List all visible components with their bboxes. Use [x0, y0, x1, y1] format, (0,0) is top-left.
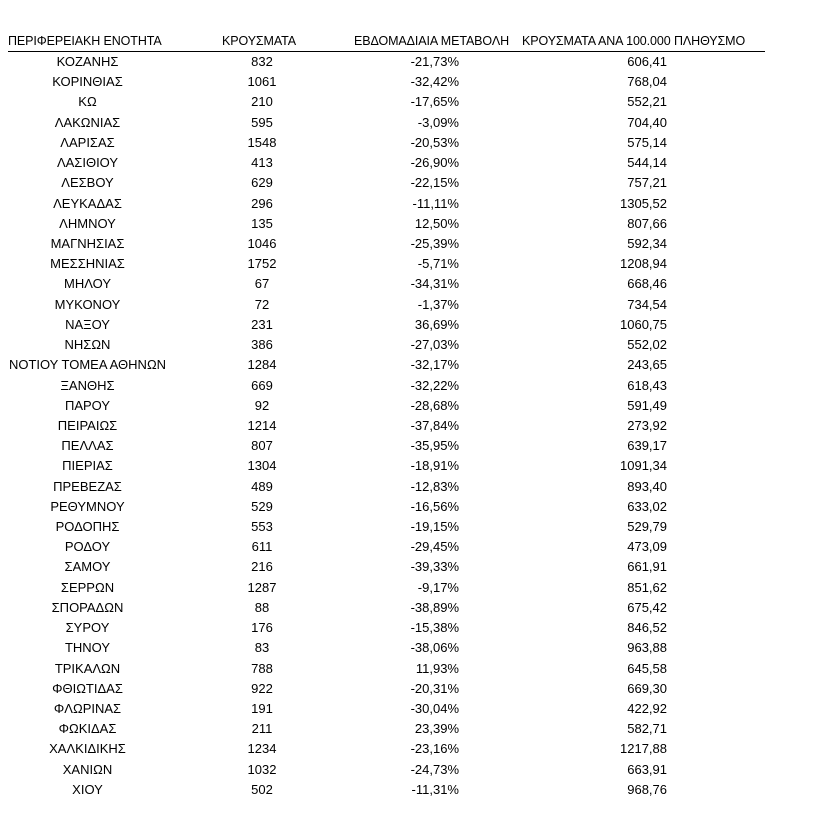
- cell-weekly-change: -27,03%: [410, 337, 459, 353]
- table-row: [0, 699, 825, 719]
- table-row: [0, 153, 825, 173]
- cell-region: ΧΑΝΙΩΝ: [62, 761, 113, 777]
- cell-region: ΝΗΣΩΝ: [64, 337, 111, 353]
- cell-cases-per-100k: 544,14: [627, 155, 667, 171]
- table-row: [0, 638, 825, 658]
- cell-region: ΛΑΣΙΘΙΟΥ: [56, 155, 119, 171]
- table-row: [0, 173, 825, 193]
- cell-weekly-change: -11,11%: [412, 195, 459, 211]
- cell-region: ΜΕΣΣΗΝΙΑΣ: [50, 256, 125, 272]
- cell-cases-per-100k: 645,58: [627, 660, 667, 676]
- cell-cases-per-100k: 273,92: [627, 417, 667, 433]
- cell-region: ΞΑΝΘΗΣ: [60, 377, 115, 393]
- cell-weekly-change: -20,31%: [410, 680, 459, 696]
- cell-cases-per-100k: 552,21: [627, 94, 667, 110]
- cell-region: ΦΛΩΡΙΝΑΣ: [53, 701, 122, 716]
- cell-cases-per-100k: 1305,52: [620, 195, 667, 211]
- cell-weekly-change: -9,17%: [417, 579, 459, 595]
- cell-weekly-change: 12,50%: [414, 215, 459, 231]
- table-row: [0, 355, 825, 375]
- cell-weekly-change: -23,16%: [410, 741, 459, 757]
- table-row: [0, 679, 825, 699]
- cell-weekly-change: -28,68%: [410, 397, 459, 413]
- cell-cases: 611: [251, 539, 273, 555]
- table-row: [0, 436, 825, 456]
- cell-cases-per-100k: 592,34: [627, 235, 667, 251]
- table-row: [0, 52, 825, 72]
- cell-weekly-change: -16,56%: [410, 498, 459, 514]
- cell-region: ΤΗΝΟΥ: [64, 640, 111, 656]
- cell-weekly-change: -34,31%: [410, 276, 459, 292]
- cell-cases-per-100k: 704,40: [627, 114, 667, 130]
- cell-weekly-change: -1,37%: [417, 296, 459, 312]
- table-row: [0, 376, 825, 396]
- cell-region: ΠΑΡΟΥ: [64, 397, 111, 413]
- table-row: [0, 194, 825, 214]
- cell-region: ΛΗΜΝΟΥ: [59, 215, 116, 231]
- cell-cases-per-100k: 639,17: [627, 438, 667, 454]
- cell-region: ΛΕΥΚΑΔΑΣ: [53, 195, 122, 211]
- cell-weekly-change: -11,31%: [411, 781, 459, 797]
- cell-cases-per-100k: 963,88: [627, 640, 667, 656]
- cell-region: ΚΟΡΙΝΘΙΑΣ: [52, 74, 123, 90]
- cell-region: ΛΑΚΩΝΙΑΣ: [54, 114, 121, 130]
- cell-cases: 1287: [247, 579, 277, 595]
- cell-cases: 489: [251, 478, 273, 494]
- table-row: [0, 295, 825, 315]
- table-row: [0, 760, 825, 780]
- cell-weekly-change: 23,39%: [414, 721, 459, 737]
- table-row: [0, 557, 825, 577]
- cell-cases: 1234: [247, 741, 277, 757]
- table-row: [0, 396, 825, 416]
- header-cases: ΚΡΟΥΣΜΑΤΑ: [222, 34, 297, 48]
- table-row: [0, 537, 825, 557]
- cell-weekly-change: -25,39%: [410, 235, 459, 251]
- table-row: [0, 234, 825, 254]
- cell-weekly-change: -5,71%: [417, 256, 459, 272]
- cell-region: ΠΕΙΡΑΙΩΣ: [57, 417, 118, 433]
- cell-cases: 922: [251, 680, 273, 696]
- table-row: [0, 416, 825, 436]
- cell-region: ΜΥΚΟΝΟΥ: [54, 296, 121, 312]
- cell-cases-per-100k: 734,54: [627, 296, 667, 312]
- cell-region: ΝΟΤΙΟΥ ΤΟΜΕΑ ΑΘΗΝΩΝ: [8, 357, 167, 373]
- cell-cases: 832: [251, 54, 273, 69]
- cell-cases-per-100k: 675,42: [627, 599, 667, 615]
- cell-region: ΦΘΙΩΤΙΔΑΣ: [52, 680, 123, 696]
- cell-cases: 629: [251, 175, 273, 191]
- cell-weekly-change: -3,09%: [417, 114, 459, 130]
- cell-region: ΛΕΣΒΟΥ: [61, 175, 114, 191]
- cell-cases-per-100k: 846,52: [627, 620, 667, 636]
- cell-region: ΤΡΙΚΑΛΩΝ: [54, 660, 121, 676]
- cell-cases-per-100k: 757,21: [627, 175, 667, 191]
- cell-region: ΣΕΡΡΩΝ: [60, 579, 115, 595]
- cell-cases-per-100k: 1091,34: [620, 458, 667, 474]
- cell-weekly-change: -32,22%: [410, 377, 459, 393]
- cell-region: ΠΡΕΒΕΖΑΣ: [53, 478, 122, 494]
- cell-cases: 788: [251, 660, 273, 676]
- table-row: [0, 477, 825, 497]
- table-row: [0, 113, 825, 133]
- cell-region: ΚΟΖΑΝΗΣ: [56, 54, 119, 69]
- cell-weekly-change: -37,84%: [410, 417, 459, 433]
- cell-cases-per-100k: 1060,75: [620, 316, 667, 332]
- table-row: [0, 618, 825, 638]
- cell-cases: 553: [251, 519, 273, 535]
- cell-region: ΝΑΞΟΥ: [65, 316, 110, 332]
- table-row: [0, 335, 825, 355]
- cell-region: ΦΩΚΙΔΑΣ: [58, 721, 117, 737]
- cell-region: ΡΟΔΟΠΗΣ: [55, 519, 120, 535]
- table-row: [0, 739, 825, 759]
- cell-cases-per-100k: 473,09: [627, 539, 667, 555]
- cell-cases: 386: [251, 337, 273, 353]
- cell-cases: 413: [251, 155, 273, 171]
- cell-weekly-change: -17,65%: [410, 94, 459, 110]
- table-row: [0, 719, 825, 739]
- cell-cases: 211: [251, 721, 273, 737]
- header-weekly-change: ΕΒΔΟΜΑΔΙΑΙΑ ΜΕΤΑΒΟΛΗ: [354, 34, 509, 48]
- cell-cases: 67: [254, 276, 270, 292]
- cell-cases-per-100k: 243,65: [627, 357, 667, 373]
- cell-weekly-change: -29,45%: [410, 539, 459, 555]
- cell-cases: 1061: [247, 74, 277, 90]
- cell-cases-per-100k: 582,71: [627, 721, 667, 737]
- cell-weekly-change: -22,15%: [410, 175, 459, 191]
- cell-cases: 1548: [247, 134, 277, 150]
- cell-region: ΛΑΡΙΣΑΣ: [60, 134, 115, 150]
- header-region: ΠΕΡΙΦΕΡΕΙΑΚΗ ΕΝΟΤΗΤΑ: [8, 34, 162, 48]
- table-row: [0, 133, 825, 153]
- cell-weekly-change: -32,42%: [410, 74, 459, 90]
- cell-cases: 1046: [247, 235, 277, 251]
- cell-cases: 83: [254, 640, 270, 656]
- cell-region: ΣΠΟΡΑΔΩΝ: [51, 599, 124, 615]
- cell-weekly-change: -30,04%: [410, 701, 459, 716]
- cell-cases-per-100k: 661,91: [627, 559, 667, 575]
- table-row: [0, 274, 825, 294]
- table-row: [0, 72, 825, 92]
- cell-cases-per-100k: 893,40: [627, 478, 667, 494]
- cell-cases: 92: [254, 397, 270, 413]
- cell-cases-per-100k: 529,79: [627, 519, 667, 535]
- cell-cases: 595: [251, 114, 273, 130]
- table-row: [0, 659, 825, 679]
- cell-cases-per-100k: 807,66: [627, 215, 667, 231]
- cell-region: ΡΕΘΥΜΝΟΥ: [50, 498, 125, 514]
- header-cases-per-100k: ΚΡΟΥΣΜΑΤΑ ΑΝΑ 100.000 ΠΛΗΘΥΣΜΟ: [522, 34, 746, 48]
- table-row: [0, 214, 825, 234]
- cell-cases: 231: [251, 316, 273, 332]
- cell-cases: 1214: [247, 417, 277, 433]
- cell-region: ΜΑΓΝΗΣΙΑΣ: [50, 235, 125, 251]
- table-row: [0, 497, 825, 517]
- cell-cases-per-100k: 968,76: [627, 781, 667, 797]
- cell-cases-per-100k: 618,43: [627, 377, 667, 393]
- cell-cases-per-100k: 575,14: [627, 134, 667, 150]
- cell-weekly-change: -38,06%: [410, 640, 459, 656]
- cell-weekly-change: -15,38%: [410, 620, 459, 636]
- table-header: [8, 34, 768, 52]
- cell-cases: 1284: [247, 357, 277, 373]
- cell-cases-per-100k: 668,46: [627, 276, 667, 292]
- cell-region: ΧΑΛΚΙΔΙΚΗΣ: [49, 741, 126, 757]
- cell-region: ΧΙΟΥ: [72, 781, 103, 797]
- cell-cases-per-100k: 633,02: [627, 498, 667, 514]
- cell-cases: 807: [251, 438, 273, 454]
- cell-cases-per-100k: 606,41: [627, 54, 667, 69]
- table-row: [0, 456, 825, 476]
- cell-cases: 72: [254, 296, 270, 312]
- cell-weekly-change: -39,33%: [410, 559, 459, 575]
- cell-region: ΠΙΕΡΙΑΣ: [62, 458, 113, 474]
- cell-cases: 191: [251, 701, 273, 716]
- cell-weekly-change: -24,73%: [410, 761, 459, 777]
- cell-region: ΣΥΡΟΥ: [65, 620, 110, 636]
- cell-cases-per-100k: 422,92: [627, 701, 667, 716]
- cell-cases: 88: [254, 599, 270, 615]
- cell-region: ΣΑΜΟΥ: [64, 559, 111, 575]
- cell-region: ΡΟΔΟΥ: [64, 539, 111, 555]
- cell-weekly-change: 11,93%: [415, 660, 459, 676]
- cell-weekly-change: -26,90%: [410, 155, 459, 171]
- table-row: [0, 517, 825, 537]
- cell-cases: 1032: [247, 761, 277, 777]
- cell-cases-per-100k: 669,30: [627, 680, 667, 696]
- cell-weekly-change: -19,15%: [410, 519, 459, 535]
- cell-cases-per-100k: 552,02: [627, 337, 667, 353]
- cell-cases: 176: [251, 620, 273, 636]
- cell-cases: 529: [251, 498, 273, 514]
- cell-cases: 296: [251, 195, 273, 211]
- table-row: [0, 578, 825, 598]
- cell-weekly-change: -21,73%: [410, 54, 459, 69]
- table-body: [0, 52, 825, 800]
- cell-cases-per-100k: 1217,88: [620, 741, 667, 757]
- cell-weekly-change: -35,95%: [410, 438, 459, 454]
- cell-weekly-change: -38,89%: [410, 599, 459, 615]
- cell-weekly-change: -20,53%: [410, 134, 459, 150]
- cell-cases: 1304: [247, 458, 277, 474]
- table-row: [0, 598, 825, 618]
- cell-cases-per-100k: 768,04: [627, 74, 667, 90]
- cell-weekly-change: 36,69%: [414, 316, 459, 332]
- cell-weekly-change: -32,17%: [410, 357, 459, 373]
- table-row: [0, 315, 825, 335]
- cell-region: ΠΕΛΛΑΣ: [61, 438, 114, 454]
- cell-cases: 135: [251, 215, 273, 231]
- cell-cases: 216: [251, 559, 273, 575]
- cell-weekly-change: -18,91%: [410, 458, 459, 474]
- cell-region: ΜΗΛΟΥ: [64, 276, 111, 292]
- table-row: [0, 92, 825, 112]
- cell-region: ΚΩ: [78, 94, 97, 110]
- cell-cases-per-100k: 591,49: [627, 397, 667, 413]
- cell-cases-per-100k: 1208,94: [620, 256, 667, 272]
- cell-cases-per-100k: 851,62: [627, 579, 667, 595]
- cell-weekly-change: -12,83%: [410, 478, 459, 494]
- table-row: [0, 780, 825, 800]
- cell-cases: 502: [251, 781, 273, 797]
- cell-cases: 1752: [247, 256, 277, 272]
- table-row: [0, 254, 825, 274]
- cell-cases-per-100k: 663,91: [627, 761, 667, 777]
- cell-cases: 210: [251, 94, 273, 110]
- cell-cases: 669: [251, 377, 273, 393]
